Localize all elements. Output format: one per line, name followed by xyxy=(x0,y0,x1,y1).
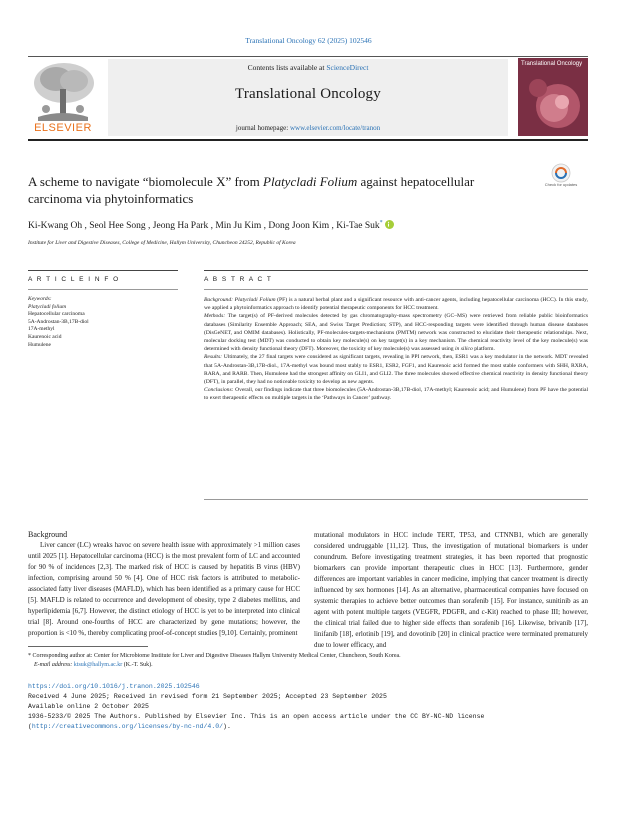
body-column-right xyxy=(314,530,588,651)
article-title xyxy=(28,173,498,207)
article-info-heading: A R T I C L E I N F O xyxy=(28,276,120,283)
email-label: E-mail address: xyxy=(34,662,73,668)
title-italic: Platycladi Folium xyxy=(263,174,358,189)
abstract-top-rule xyxy=(204,270,588,271)
doi-link[interactable]: https://doi.org/10.1016/j.tranon.2025.102546 xyxy=(28,683,200,690)
results-label: Results: xyxy=(204,354,223,361)
affiliation: Institute for Liver and Digestive Diseases, College of Medicine, Hallym University, Chuncheon 24252, Republic of Korea xyxy=(28,240,296,246)
background-label: Background: xyxy=(204,297,233,303)
corresponding-author-mark[interactable]: * xyxy=(379,220,383,226)
header-top-rule xyxy=(28,56,588,57)
abstract-rule xyxy=(204,289,588,290)
keyword-item: Platycladi folium xyxy=(28,303,67,310)
conclusions-text: Overall, our findings indicate that three biomolecules (5A-Androstan-3B,17B-diol, 17A-methyl; Kaurenoic acid; and Humulene) from PF have the potential to exert therapeutic effects on multiple targets in the ‘Pathways in Cancer’ pathway. xyxy=(204,387,588,402)
author-list xyxy=(28,220,588,231)
email-link[interactable]: ktsuk@hallym.ac.kr xyxy=(73,662,123,668)
cover-title: Translational Oncology xyxy=(521,61,583,67)
body-paragraph-left: Liver cancer (LC) wreaks havoc on severe health issue with approximately >1 million cases until 2025 [1]. Hepatocellular carcinoma (HCC) is the most prevalent form of LC and accounted for 90 % of incidences [2,3]. The marked risk of HCC is caused by hepatitis B virus (HBV) infection, comprising around 50 % [4]. One of HCC risk factors is attributed to metabolic-associated fatty liver diseases (MAFLD), which has been identified as a primary cause for HCC [5]. MAFLD is related to occurrence and development of obesity, type 2 diabetes mellitus, and hyperlipidemia [6,7]. However, the distinct etiology of HCC is yet to be interpreted into clinical trial [8]. Around one-fourths of HCC are characterized by gene mutations; however, the proportion is <10 %, thereby complicating proof-of-concept studies [9,10]. Certainly, prominent xyxy=(28,541,300,637)
homepage-link[interactable]: www.elsevier.com/locate/tranon xyxy=(289,124,381,132)
title-part-1: A scheme to navigate “biomolecule X” from xyxy=(28,174,264,189)
abstract-text xyxy=(204,296,588,403)
contents-prefix: Contents lists available at xyxy=(247,63,327,72)
corresponding-author-note: * Corresponding author at: Center for Microbiome Institute for Liver and Digestive Diseases Hallym University Medical Center, Chuncheon, South Korea. xyxy=(28,653,401,659)
license-text: 1936-5233/© 2025 The Authors. Published by Elsevier Inc. This is an open access article under the CC BY-NC-ND license ( xyxy=(28,713,485,730)
sciencedirect-link[interactable]: ScienceDirect xyxy=(326,63,369,72)
article-footer xyxy=(28,682,588,732)
received-dates: Received 4 June 2025; Received in revised form 21 September 2025; Accepted 23 September 2025 xyxy=(28,693,387,700)
header-bottom-rule xyxy=(28,139,588,141)
license-link[interactable]: http://creativecommons.org/licenses/by-nc-nd/4.0/ xyxy=(31,723,224,730)
footnote-rule xyxy=(28,646,148,647)
license-suffix: ). xyxy=(223,723,231,730)
cover-art-icon xyxy=(518,58,588,136)
abstract-methods xyxy=(204,312,588,353)
journal-reference[interactable]: Translational Oncology 62 (2025) 102546 xyxy=(245,36,372,45)
article-info-top-rule xyxy=(28,270,178,271)
background-heading: Background xyxy=(28,530,68,539)
homepage-prefix: journal homepage: xyxy=(235,124,290,132)
abstract-bottom-rule xyxy=(204,499,588,500)
conclusions-label: Conclusions: xyxy=(204,387,234,394)
methods-text: The target(s) of PF-derived molecules detected by gas chromatography-mass spectrometry (GC–MS) were retrieved from reliable public bioinformatics databases (Similarity Ensemble Approach; SEA, and Swiss Target Prediction; STP), and HCC-responding targets were identified through human disease databases (DisGeNET, and OMIM databases). Holistically, PF-molecules-targets-mechanisms (PMTM) network was constructed to elucidate their therapeutic relationships. Next, molecular docking test (MDT) was conducted to obtain key molecule(s) on key target(s) in a key mechanism. The chemical reactivity level of the key molecule(s) was determined with density functional theory (DFT). Moreover, the toxicity of key molecule(s) was assessed using xyxy=(204,313,588,353)
title-part-2: against hepatocellular carcinoma via phytoinformatics xyxy=(28,174,475,206)
email-suffix: (K.-T. Suk). xyxy=(122,662,153,668)
footnote xyxy=(28,652,588,670)
keyword-item: 17A-methyl xyxy=(28,326,55,333)
keyword-item: 5A-Androstan-3B,17B-diol xyxy=(28,318,89,325)
keywords-block xyxy=(28,296,178,349)
elsevier-wordmark: ELSEVIER xyxy=(34,122,92,134)
article-info-rule xyxy=(28,289,178,290)
keyword-item: Humulene xyxy=(28,341,51,348)
abstract-heading: A B S T R A C T xyxy=(204,276,273,283)
background-italic: Platycladi Folium xyxy=(234,297,276,303)
contents-line xyxy=(108,63,508,72)
results-text: Ultimately, the 27 final targets were considered as significant targets, revealing in PPI network, then, ESR1 was a key modulator in the network. MDT revealed that 5A-Androstan-3B,17B-diol., 17A-methyl was bound most stably to ESR1, ESR2, FGF1, and Kaurenoic acid formed the most stable conformers with SHH, RXRA, RARA, and RARB. Then, Humulene had the strongest affinity on GLI1, and GLI2. The three molecules showed effective chemical reactivity in density functional theory (DFT), in parallel, they had no noticeable toxicity to develop as new agents. xyxy=(204,354,588,386)
journal-title: Translational Oncology xyxy=(235,86,381,102)
keyword-item: Hepatocellular carcinoma xyxy=(28,311,85,318)
methods-end: platform. xyxy=(472,346,495,353)
methods-italic: in silico xyxy=(454,346,473,353)
background-text: (PF) is a natural herbal plant and a significant resource with anti-cancer agents, including hepatocellular carcinoma (HCC). In this study, we applied a phytoinformatics approach to identify potential therapeutic components for HCC treatment. xyxy=(204,297,588,312)
keyword-item: Kaurenoic acid xyxy=(28,333,62,340)
abstract-background xyxy=(204,296,588,312)
author-names: Ki-Kwang Oh , Seol Hee Song , Jeong Ha Park , Min Ju Kim , Dong Joon Kim , Ki-Tae Suk xyxy=(28,221,380,232)
available-date: Available online 2 October 2025 xyxy=(28,703,149,710)
orcid-icon[interactable] xyxy=(385,220,394,229)
abstract-conclusions xyxy=(204,386,588,402)
keywords-label: Keywords: xyxy=(28,296,52,302)
journal-cover-image[interactable] xyxy=(518,58,588,136)
body-column-left xyxy=(28,529,300,639)
body-paragraph-right: mutational modulators in HCC include TERT, TP53, and CTNNB1, which are generally considered undruggable [11,12]. Thus, the investigation of mutational biomarkers is under conundrum. Before investigating treatment strategies, it has been reported that prognostic biomarkers can provide important therapeutic clues in HCC [13]. Furthermore, gender differences are important variables in cancer medicine, implying that cancer treatment is directly influenced by sex hormones [14]. As an alternative, pharmaceutical companies have focused on systemic therapies to achieve better outcomes than sorafenib [15]. For instance, sunitinib as an agent with potent multiple targets (VEGFR, PDGFR, and c-Kit) reached to phase III; however, the clinical trial failed due to higher side effects than sorafenib [16]. Likewise, brivanib [17], linifanib [18], erlotinib [19], and dovotinib [20] in clinical practice were terminated prematurely due to lower efficacy, and xyxy=(314,531,588,649)
methods-label: Methods: xyxy=(204,313,226,320)
abstract-results xyxy=(204,353,588,386)
homepage-line xyxy=(108,124,508,132)
check-updates-label[interactable]: Check for updates xyxy=(544,182,578,187)
